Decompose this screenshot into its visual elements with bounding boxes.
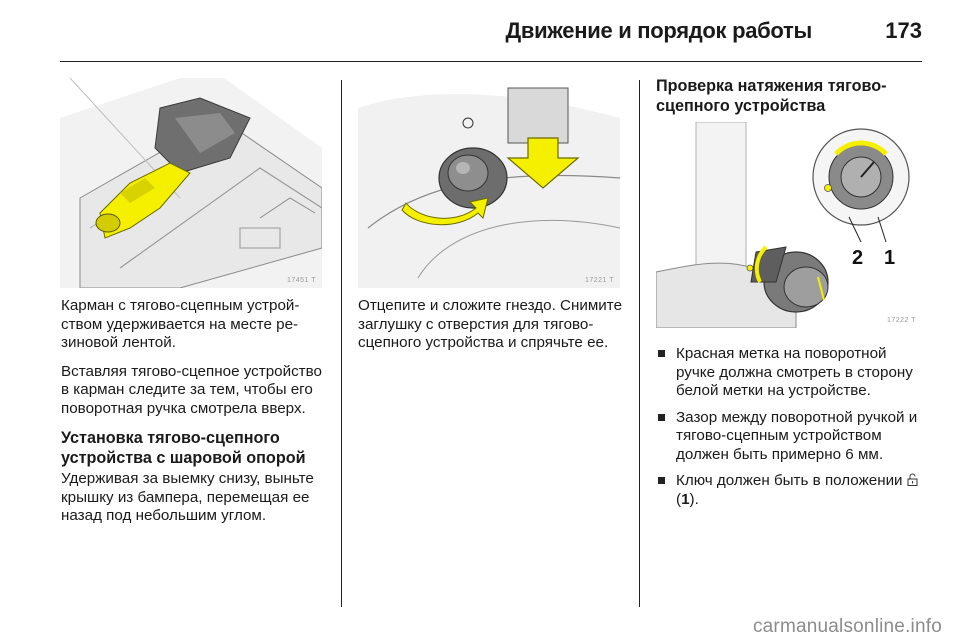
col1-paragraph-2: Вставляя тягово-сцепное устройство в карман следите за тем, чтобы его поворотная ручка смотрела вверх. [61,362,322,417]
bullet-square-icon [658,414,665,421]
column-3 [656,345,928,517]
figure-towbar-check [656,122,922,328]
list-item [656,345,928,401]
bullet-text-3-post: ). [689,490,699,508]
col3-heading: Проверка натяжения тягово-сцепного устройства [656,77,887,115]
list-item [656,409,928,465]
page-number: 173 [885,18,922,43]
check-list [656,345,928,509]
column-1 [61,297,333,536]
footer-watermark: carmanualsonline.info [752,616,942,637]
col1-paragraph-3: Удерживая за выемку снизу, выньте крышку из бампера, перемещая ее назад под небольшим углом. [61,470,314,524]
page-header-title: Движение и порядок работы [505,18,812,43]
col1-paragraph-1: Карман с тягово-сцепным устройством удерживается на месте резиновой лентой. [61,297,300,351]
figure-socket [358,78,620,288]
bullet-text-3-num: 1 [681,490,690,508]
fig3-callout-1: 1 [884,247,896,269]
column-3-heading-block [656,76,926,118]
column-divider-2 [639,80,640,607]
unlock-icon [907,473,918,486]
bullet-square-icon [658,477,665,484]
bullet-square-icon [658,350,665,357]
towbar-check-illustration [656,122,922,328]
col1-heading: Установка тягово-сцепного устройства с шаровой опорой [61,429,306,467]
header-rule [60,61,922,62]
figure-code-3: 17222 T [886,317,916,324]
socket-illustration [358,78,620,288]
col2-paragraph-1: Отцепите и сложите гнездо. Снимите заглушку с отверстия для тягово-сцепного устройства и спрячьте ее. [358,297,623,351]
column-divider-1 [341,80,342,607]
figure-trunk-pocket [60,78,322,288]
figure-code-2: 17221 T [584,277,614,284]
list-item: Ключ должен быть в положении (1). [656,472,928,509]
bullet-text-2: Зазор между поворотной ручкой и тягово-сцепным устройством должен быть примерно 6 мм. [676,408,918,463]
bullet-text-1: Красная метка на поворотной ручке должна смотреть в сторону белой метки на устройстве. [676,345,913,399]
column-2 [358,297,630,363]
figure-code-1: 17451 T [286,277,316,284]
trunk-pocket-illustration [60,78,322,288]
bullet-text-3-pre: Ключ должен быть в положении [676,472,907,489]
fig3-callout-2: 2 [852,247,864,269]
